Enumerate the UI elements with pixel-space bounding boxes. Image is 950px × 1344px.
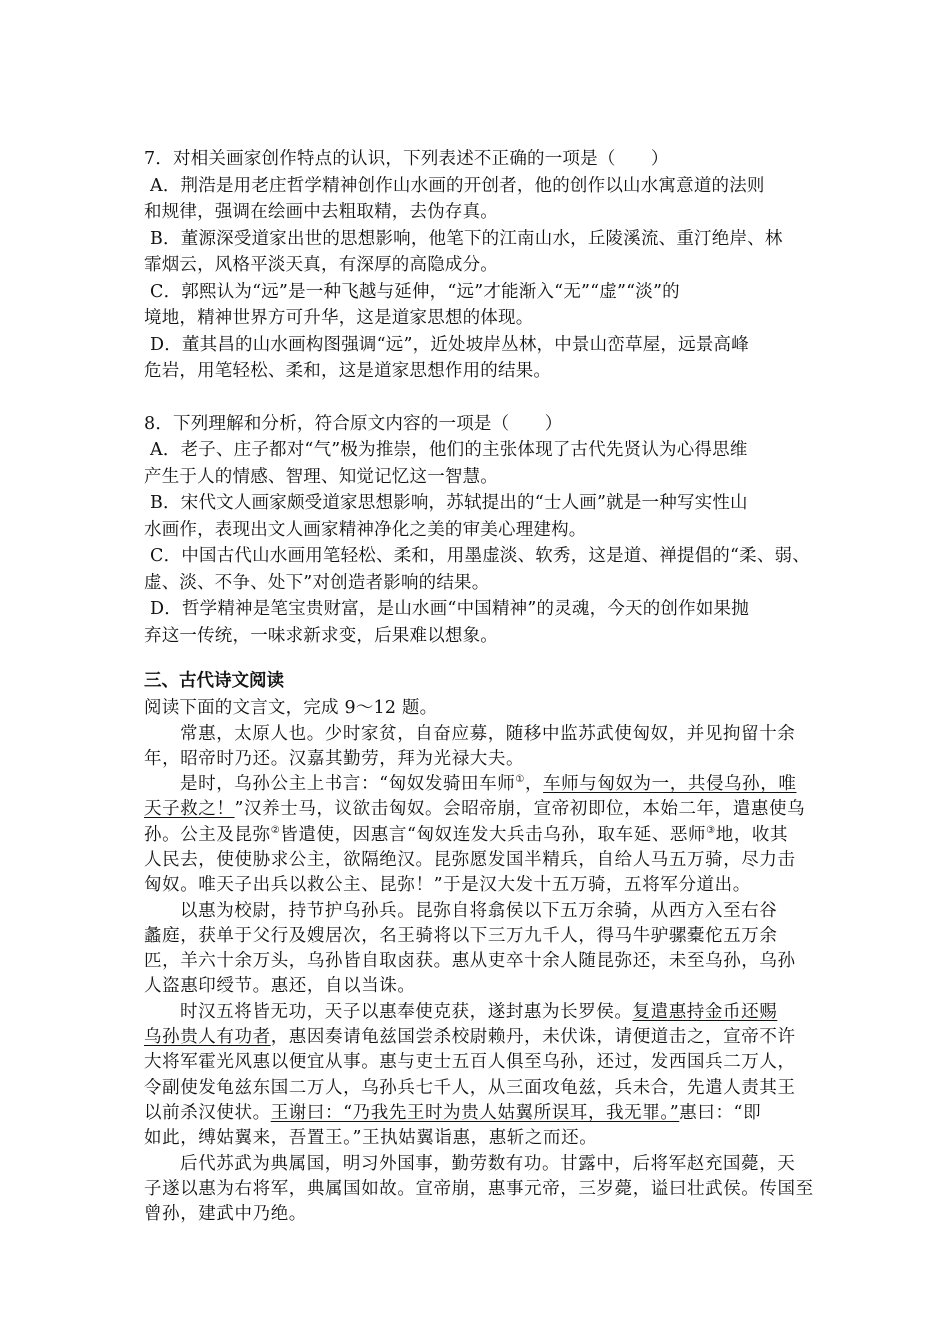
question-7 — [144, 146, 814, 385]
q8-option-c: C．中国古代山水画用笔轻松、柔和，用墨虚淡、软秀，这是道、禅提倡的“柔、弱、 — [150, 546, 810, 566]
q7-option-c-cont: 境地，精神世界方可升华，这是道家思想的体现。 — [144, 308, 534, 328]
passage-line — [144, 823, 814, 848]
underlined-sentence: 乌孙贵人有功者 — [144, 1027, 271, 1048]
question-8-stem: 8．下列理解和分析，符合原文内容的一项是（ ） — [144, 413, 563, 434]
passage-line: 年，昭帝时乃还。汉嘉其勤劳，拜为光禄大夫。 — [144, 748, 525, 769]
passage-line — [144, 1000, 814, 1025]
passage-line — [144, 1025, 814, 1050]
q8-option-a: A．老子、庄子都对“气”极为推崇，他们的主张体现了古代先贤认为心得思维 — [150, 440, 748, 460]
q8-option-d: D．哲学精神是笔宝贵财富，是山水画“中国精神”的灵魂，今天的创作如果抛 — [150, 599, 749, 619]
q7-option-b: B．董源深受道家出世的思想影响，他笔下的江南山水，丘陵溪流、重汀绝岸、林 — [150, 228, 783, 249]
passage-line — [144, 1101, 814, 1126]
passage-line: 人民去，使使胁求公主，欲隔绝汉。昆弥愿发国半精兵，自给人马五万骑，尽力击 — [144, 849, 796, 870]
spacer — [144, 385, 814, 411]
passage-text: ”汉养士马，议欲击匈奴。会昭帝崩，宣帝初即位，本始二年，遣惠使乌 — [234, 799, 806, 820]
q8-option-d-cont: 弃这一传统，一味求新求变，后果难以想象。 — [144, 625, 498, 646]
passage-line: 蠡庭，获单于父行及嫂居次，名王骑将以下三万九千人，得马牛驴骡橐佗五万余 — [144, 925, 778, 946]
section-3-intro: 阅读下面的文言文，完成 9～12 题。 — [144, 698, 438, 718]
passage-line: 曾孙，建武中乃绝。 — [144, 1204, 307, 1225]
passage-line: 常惠，太原人也。少时家贫，自奋应募，随移中监苏武使匈奴，并见拘留十余 — [180, 723, 796, 744]
passage-text: 惠曰：“即 — [679, 1102, 762, 1123]
passage-line: 以惠为校尉，持节护乌孙兵。昆弥自将翕侯以下五万余骑，从西方入至右谷 — [180, 900, 778, 921]
passage-line: 如此，缚姑翼来，吾置王。”王执姑翼诣惠，惠斩之而还。 — [144, 1128, 598, 1149]
passage-line: 大将军霍光风惠以便宜从事。惠与吏士五百人俱至乌孙，还过，发西国兵二万人， — [144, 1052, 796, 1073]
underlined-sentence: 车师与匈奴为一，共侵乌孙，唯 — [543, 774, 797, 795]
q8-option-b-cont: 水画作，表现出文人画家精神净化之美的审美心理建构。 — [144, 519, 587, 540]
passage-line — [144, 797, 814, 822]
section-3-title: 三、古代诗文阅读 — [144, 671, 284, 691]
spacer — [144, 649, 814, 667]
passage-line: 子遂以惠为右将军，典属国如故。宣帝崩，惠事元帝，三岁薨，谥曰壮武侯。传国至 — [144, 1178, 814, 1199]
underlined-sentence: 天子救之！ — [144, 799, 235, 820]
passage-text: 以前杀汉使状。 — [144, 1102, 271, 1123]
footnote-marker: ③ — [706, 824, 716, 836]
passage-text: ，惠因奏请龟兹国尝杀校尉赖丹，未伏诛，请便道击之，宣帝不许 — [270, 1027, 796, 1048]
passage-text: 地，收其 — [715, 824, 789, 845]
q7-option-a-cont: 和规律，强调在绘画中去粗取精，去伪存真。 — [144, 202, 498, 222]
classical-passage — [144, 722, 814, 1228]
q7-option-b-cont: 霏烟云，风格平淡天真，有深厚的高隐成分。 — [144, 255, 498, 275]
passage-text: 是时，乌孙公主上书言：“匈奴发骑田车师 — [180, 774, 516, 795]
q7-option-c: C．郭熙认为“远”是一种飞越与延伸，“远”才能渐入“无”“虚”“淡”的 — [150, 281, 680, 302]
q7-option-d-cont: 危岩，用笔轻松、柔和，这是道家思想作用的结果。 — [144, 361, 552, 381]
q7-option-a: A．荆浩是用老庄哲学精神创作山水画的开创者，他的创作以山水寓意道的法则 — [150, 175, 765, 196]
footnote-marker: ② — [270, 824, 281, 836]
passage-text: 皆遣使，因惠言“匈奴连发大兵击乌孙，取车延、恶师 — [280, 824, 707, 845]
passage-line: 令副使发龟兹东国二万人，乌孙兵七千人，从三面攻龟兹，兵未合，先遣人责其王 — [144, 1077, 796, 1098]
footnote-marker: ① — [515, 774, 525, 786]
passage-text: ， — [524, 774, 544, 795]
underlined-sentence: 复遣惠持金币还赐 — [632, 1001, 778, 1022]
passage-line: 人盗惠印绶节。惠还，自以当诛。 — [144, 976, 416, 997]
passage-line — [144, 772, 814, 797]
passage-line: 匹，羊六十余万头，乌孙皆自取卤获。惠从吏卒十余人随昆弥还，未至乌孙，乌孙 — [144, 951, 796, 972]
document-body — [144, 146, 814, 1227]
q8-option-b: B．宋代文人画家颇受道家思想影响，苏轼提出的“士人画”就是一种写实性山 — [150, 493, 748, 513]
q7-option-d: D．董其昌的山水画构图强调“远”，近处坡岸丛林，中景山峦草屋，远景高峰 — [150, 334, 749, 355]
q8-option-a-cont: 产生于人的情感、智理、知觉记忆这一智慧。 — [144, 466, 498, 487]
passage-line: 匈奴。唯天子出兵以救公主、昆弥！”于是汉大发十五万骑，五将军分道出。 — [144, 875, 751, 896]
q8-option-c-cont: 虚、淡、不争、处下”对创造者影响的结果。 — [144, 572, 490, 593]
question-7-stem: 7．对相关画家创作特点的认识，下列表述不正确的一项是（ ） — [144, 149, 669, 169]
passage-line: 后代苏武为典属国，明习外国事，勤劳数有功。甘露中，后将军赵充国薨，天 — [180, 1153, 796, 1174]
question-8 — [144, 411, 814, 650]
passage-text: 时汉五将皆无功，天子以惠奉使克获，遂封惠为长罗侯。 — [180, 1001, 633, 1022]
underlined-sentence: 王谢曰：“乃我先王时为贵人姑翼所误耳，我无罪。” — [270, 1102, 680, 1123]
passage-text: 孙。公主及昆弥 — [144, 824, 271, 845]
